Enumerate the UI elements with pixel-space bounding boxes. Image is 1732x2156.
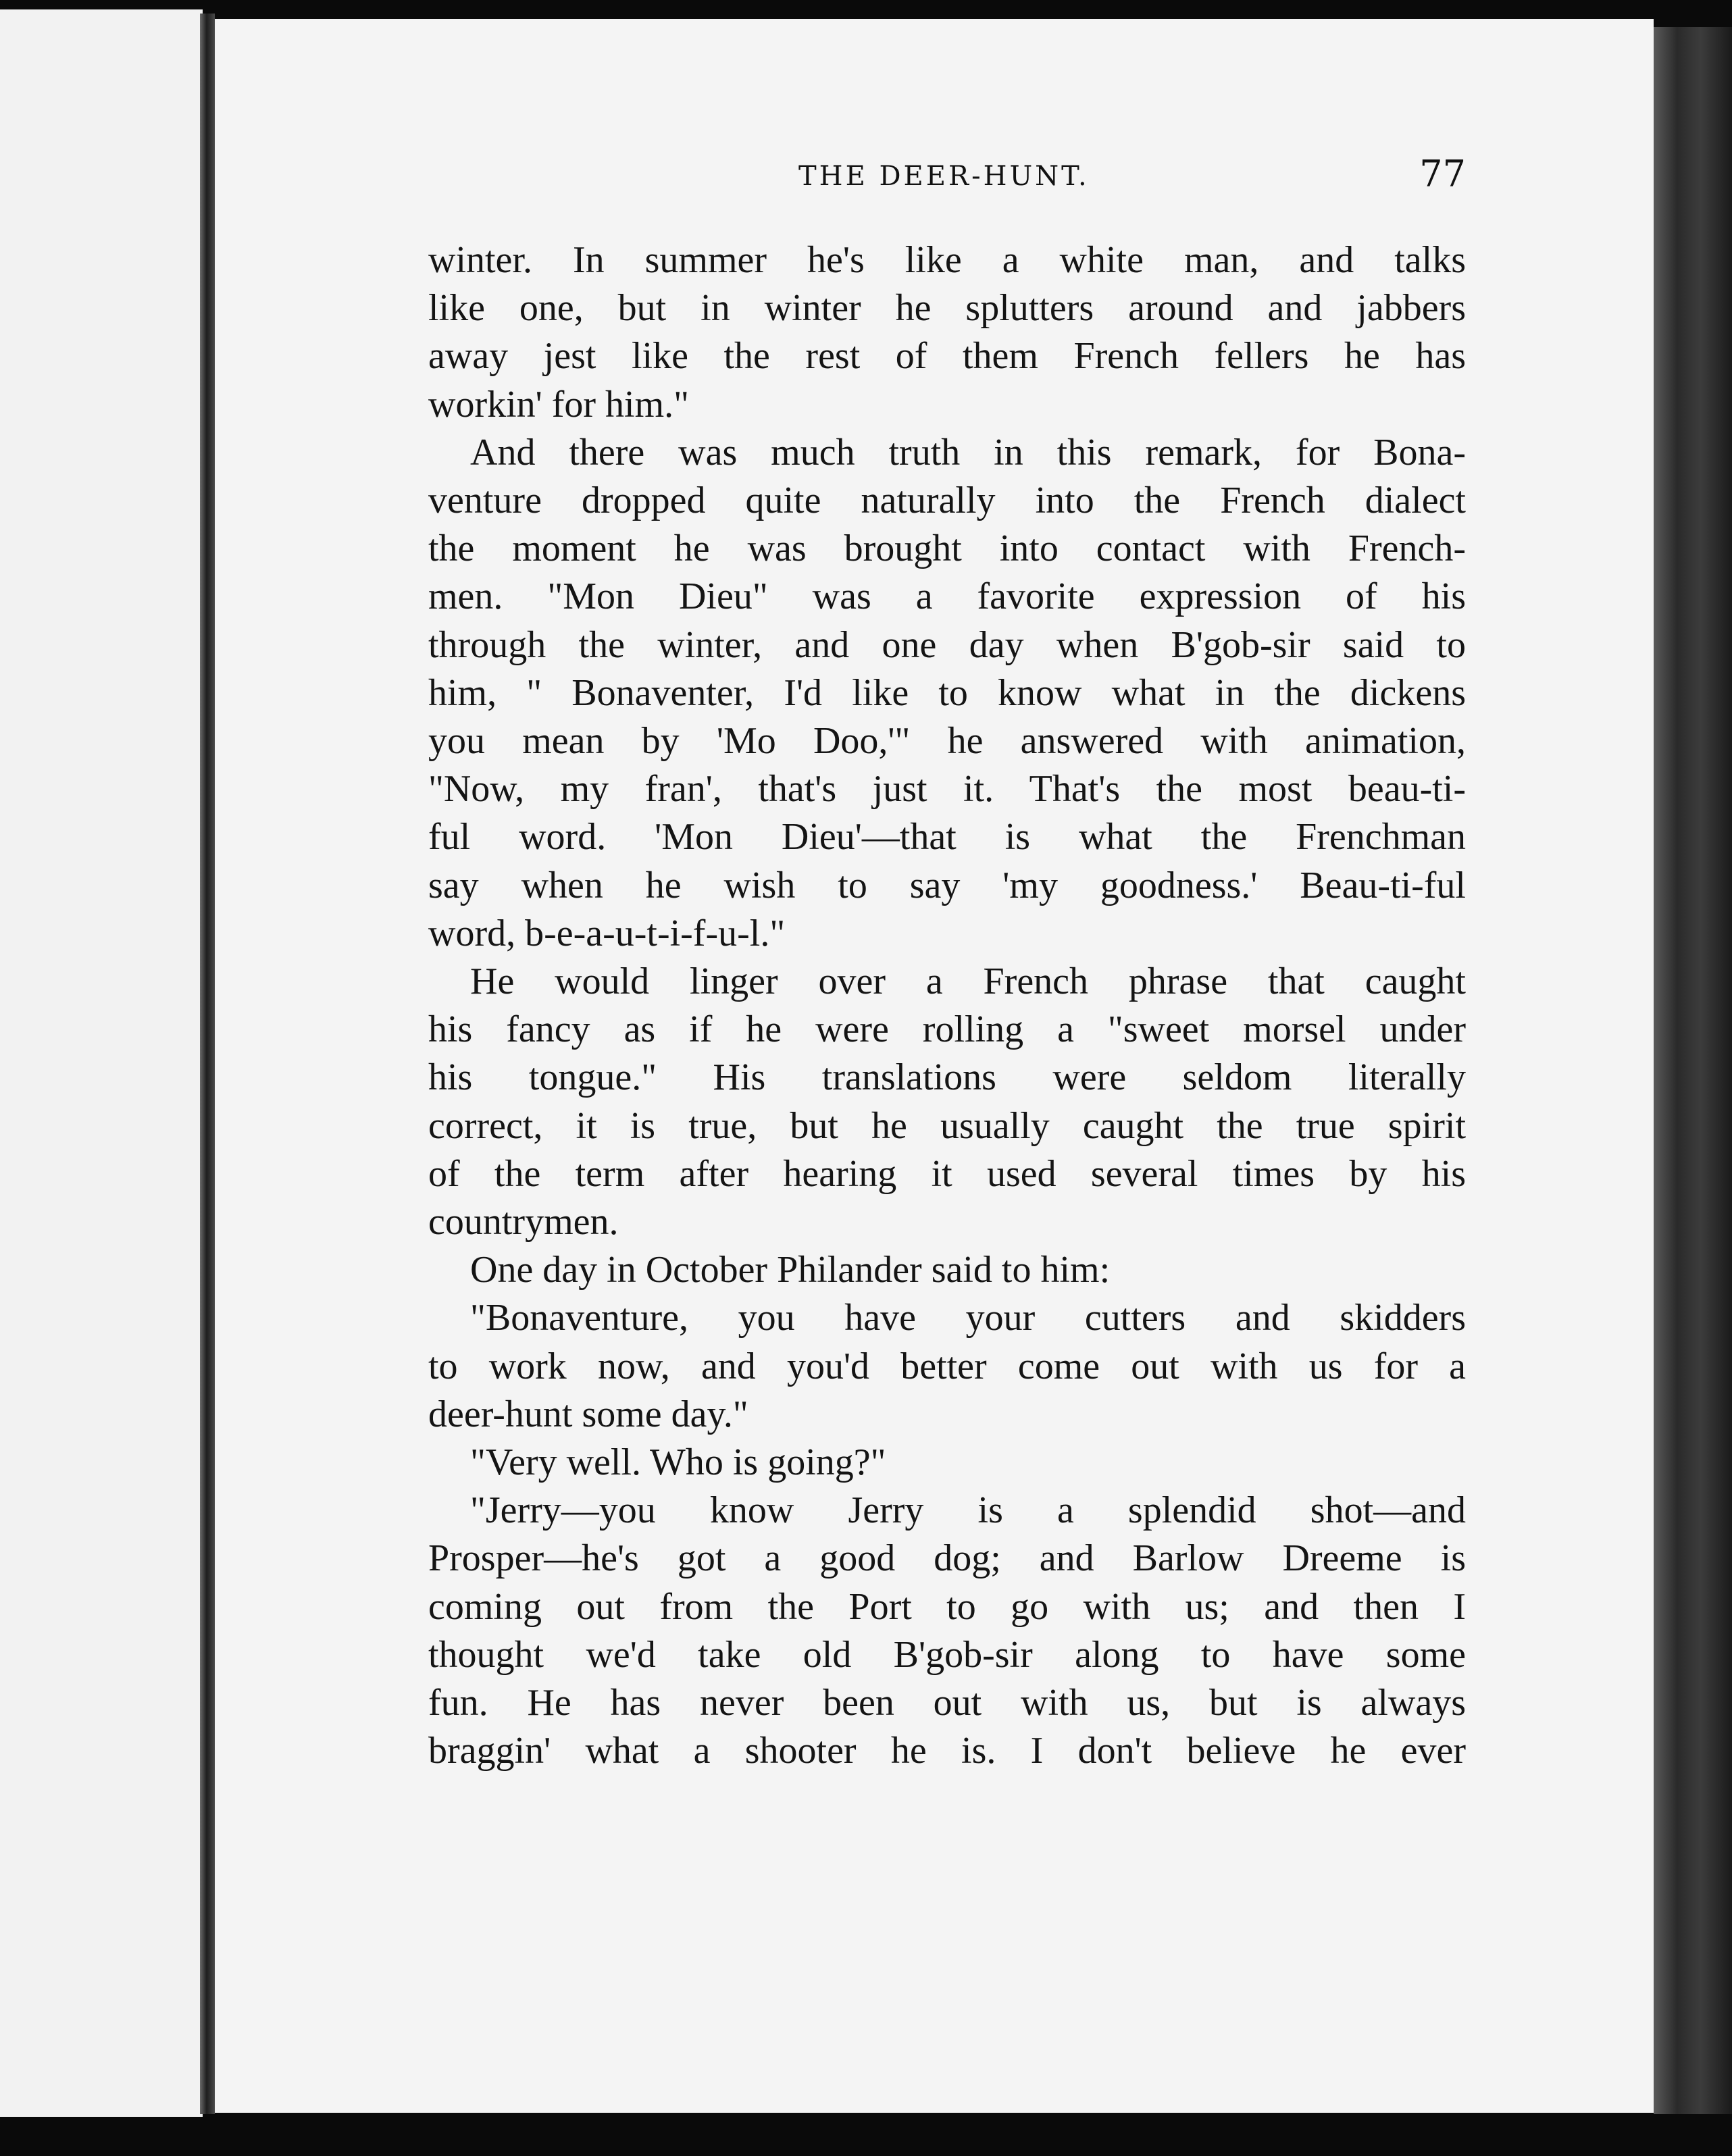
text-line: And there was much truth in this remark, for Bona- (470, 431, 1466, 473)
text-line: ful word. 'Mon Dieu'—that is what the Frenchman (428, 816, 1466, 858)
page-number: 77 (1419, 153, 1466, 195)
text-line: his fancy as if he were rolling a "sweet morsel under (428, 1008, 1466, 1051)
text-line: say when he wish to say 'my goodness.' Beau-ti-ful (428, 864, 1466, 906)
paragraph-4 (428, 1246, 1466, 1294)
page-stack-edge (1654, 27, 1732, 2114)
paragraph-2 (428, 429, 1466, 958)
text-line: away jest like the rest of them French fellers he has (428, 335, 1466, 378)
paragraph-3 (428, 958, 1466, 1246)
paragraph-7 (428, 1487, 1466, 1775)
text-line: winter. In summer he's like a white man, and talks (428, 239, 1466, 281)
text-line: correct, it is true, but he usually caught the true spirit (428, 1104, 1466, 1147)
book-gutter (200, 14, 215, 2114)
text-line: word, b-e-a-u-t-i-f-u-l." (428, 912, 786, 954)
text-line: you mean by 'Mo Doo,'" he answered with animation, (428, 720, 1466, 763)
text-line: his tongue." His translations were seldom literally (428, 1056, 1466, 1099)
text-line: countrymen. (428, 1201, 619, 1243)
text-line: thought we'd take old B'gob-sir along to have some (428, 1633, 1466, 1676)
text-line: through the winter, and one day when B'gob-sir said to (428, 623, 1466, 666)
text-line: Prosper—he's got a good dog; and Barlow Dreeme is (428, 1537, 1466, 1580)
text-line: "Very well. Who is going?" (470, 1441, 886, 1484)
running-title: THE DEER-HUNT. (798, 161, 1090, 192)
text-line: "Jerry—you know Jerry is a splendid shot—and (470, 1489, 1466, 1532)
paragraph-1 (428, 236, 1466, 429)
text-line: venture dropped quite naturally into the French dialect (428, 480, 1466, 522)
paragraph-6 (428, 1439, 1466, 1487)
text-line: men. "Mon Dieu" was a favorite expression of his (428, 575, 1466, 618)
text-line: to work now, and you'd better come out with us for a (428, 1345, 1466, 1387)
text-line: workin' for him." (428, 383, 690, 426)
left-page-edge (0, 9, 203, 2117)
text-line: "Now, my fran', that's just it. That's the most beau-ti- (428, 768, 1466, 811)
text-line: the moment he was brought into contact with French- (428, 528, 1466, 570)
paragraph-5 (428, 1294, 1466, 1439)
text-line: "Bonaventure, you have your cutters and skidders (470, 1297, 1466, 1339)
text-line: One day in October Philander said to him: (470, 1249, 1111, 1291)
text-line: He would linger over a French phrase that caught (470, 960, 1466, 1003)
text-line: deer-hunt some day." (428, 1393, 748, 1435)
text-line: braggin' what a shooter he is. I don't believe he ever (428, 1730, 1466, 1772)
running-head (428, 149, 1466, 203)
text-line: him, " Bonaventer, I'd like to know what in the dickens (428, 671, 1466, 714)
text-line: coming out from the Port to go with us; and then I (428, 1585, 1466, 1628)
text-line: of the term after hearing it used several times by his (428, 1152, 1466, 1195)
body-text (428, 236, 1466, 1776)
text-line: fun. He has never been out with us, but is always (428, 1682, 1466, 1724)
text-line: like one, but in winter he splutters around and jabbers (428, 287, 1466, 330)
